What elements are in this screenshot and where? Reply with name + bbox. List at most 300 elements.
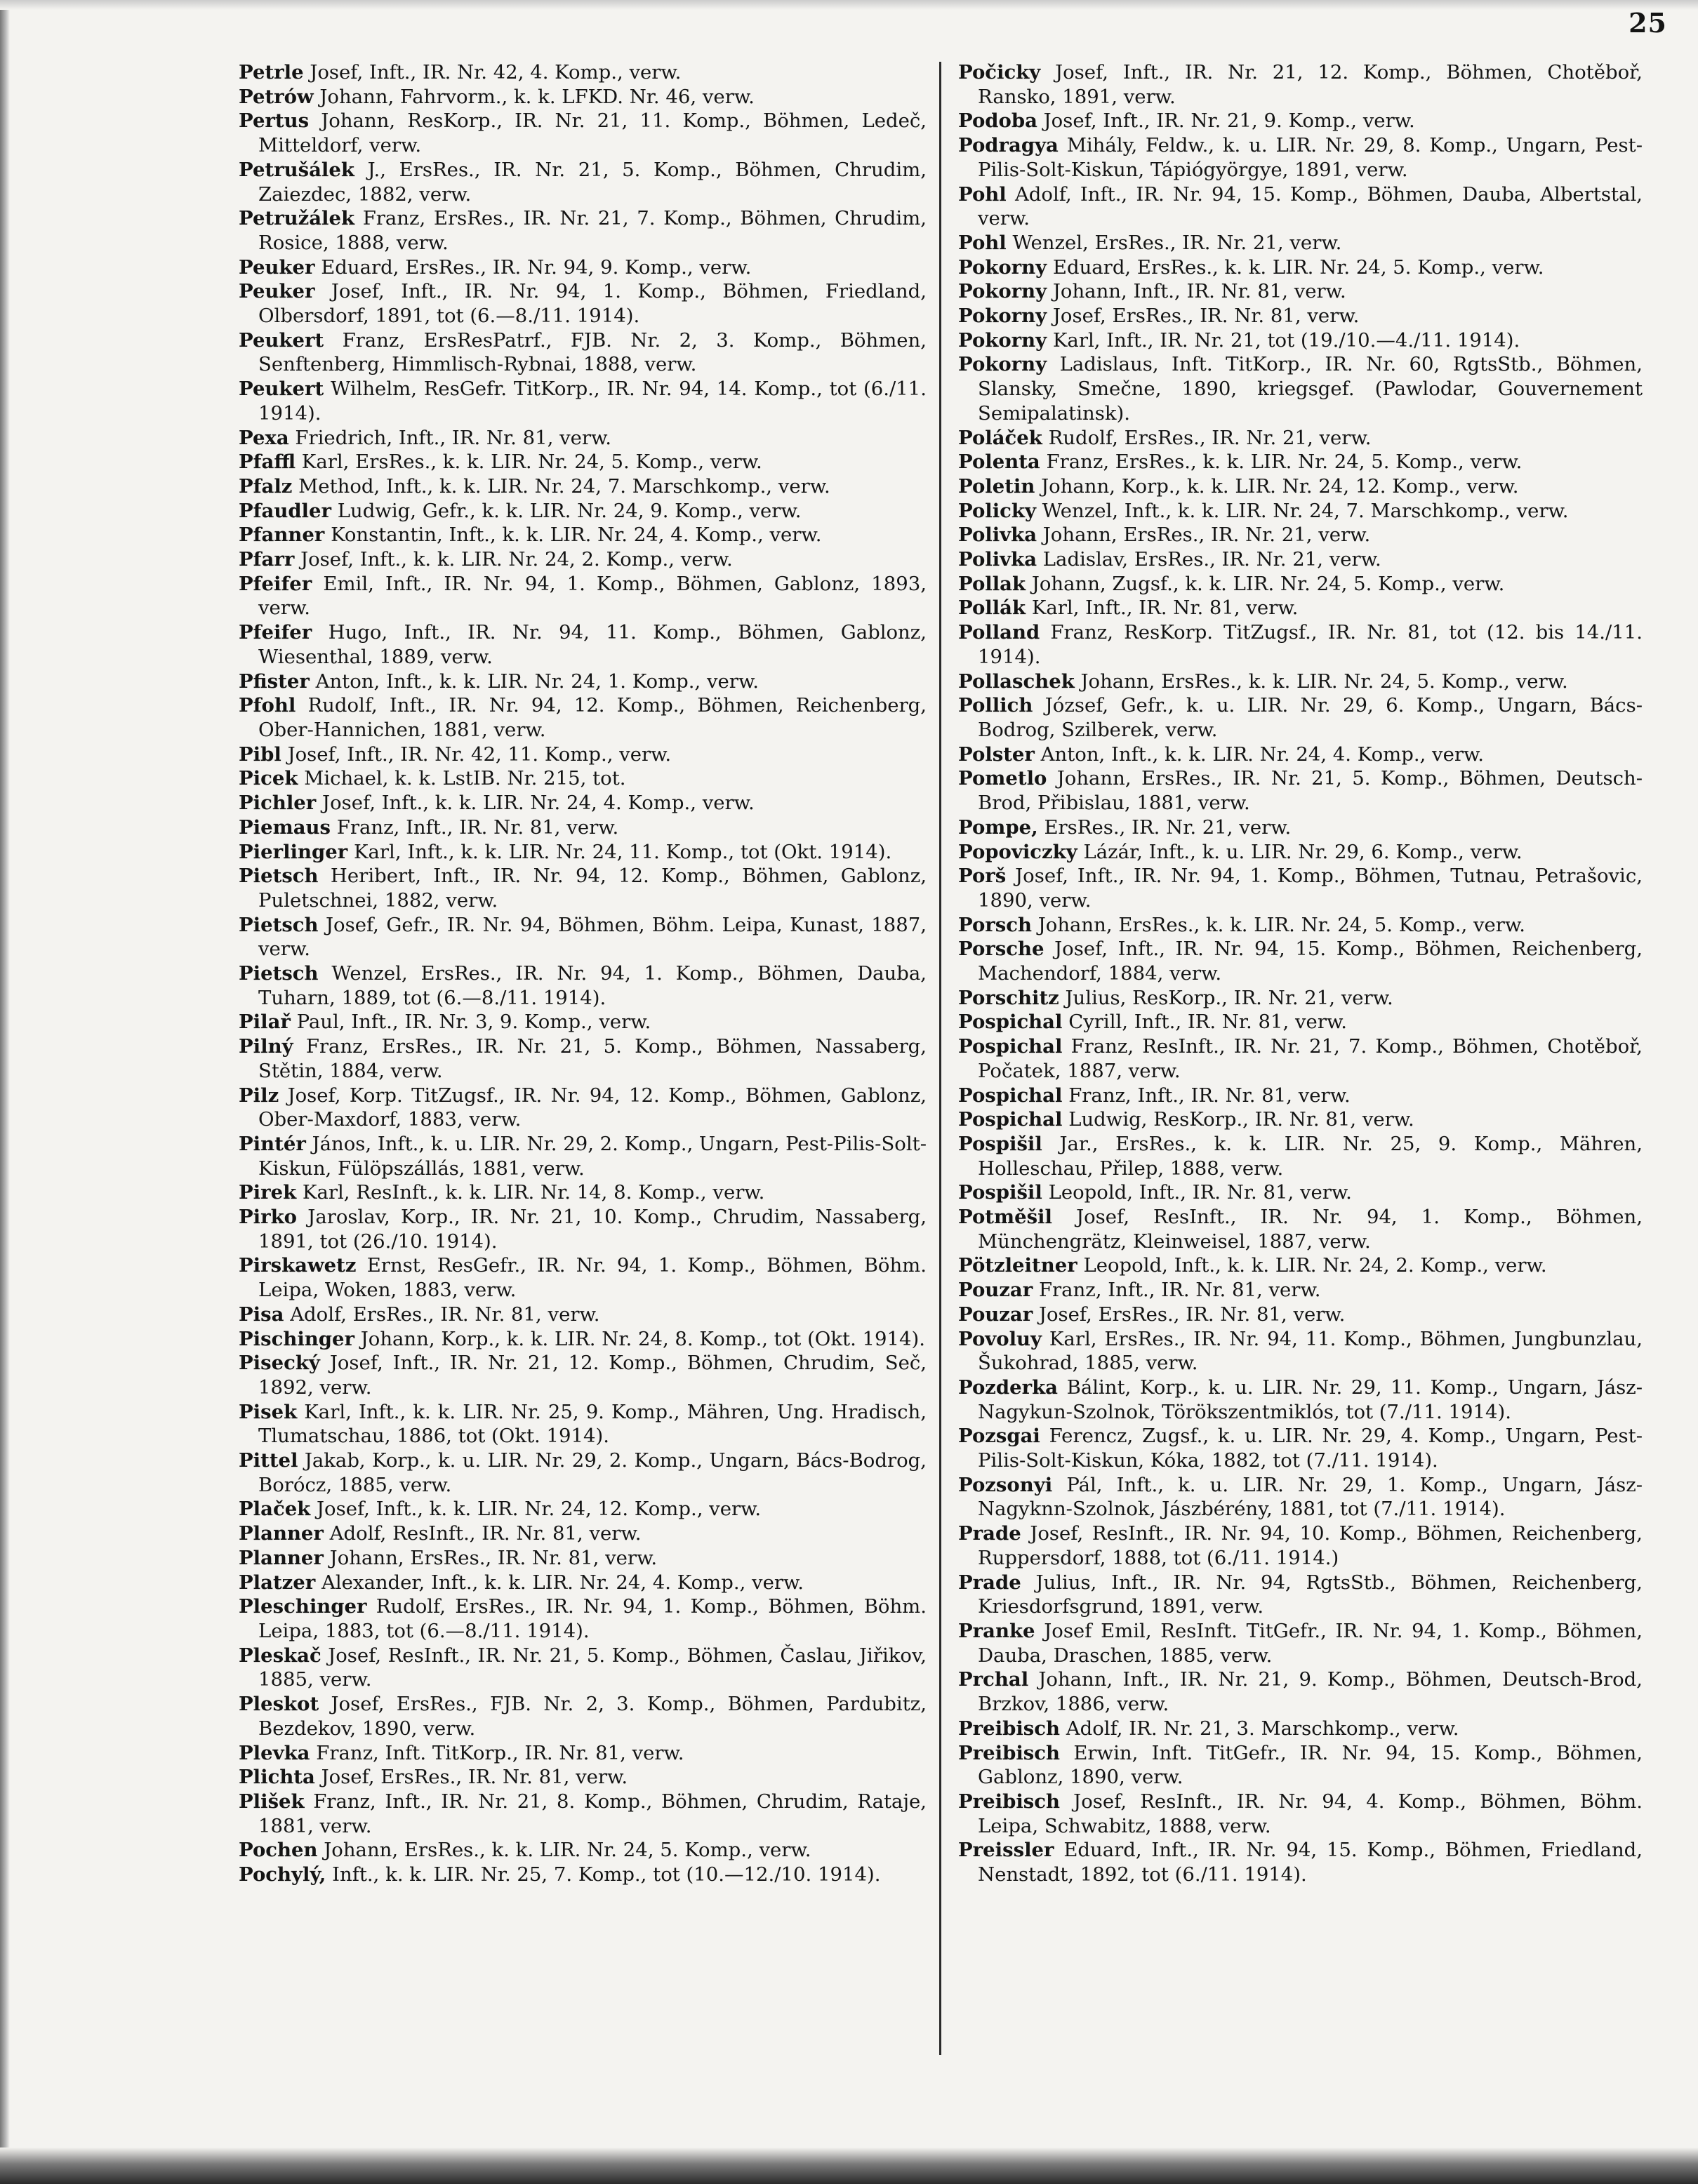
list-entry [239,60,927,85]
entry-details: Johann, Zugsf., k. k. LIR. Nr. 24, 5. Komp., verw. [1031,572,1505,595]
entry-surname: Pfister [239,670,310,693]
list-entry [958,279,1643,304]
page-number: 25 [1629,7,1667,39]
list-entry [958,1278,1643,1303]
entry-surname: Pranke [958,1620,1035,1642]
entry-details: Josef, ErsRes., IR. Nr. 81, verw. [1052,305,1360,328]
entry-surname: Petrle [239,61,304,84]
entry-details: Johann, ErsRes., k. k. LIR. Nr. 24, 5. Komp., verw. [1080,670,1568,693]
entry-details: Lázár, Inft., k. u. LIR. Nr. 29, 6. Komp., verw. [1083,840,1523,863]
entry-surname: Pollak [958,572,1026,595]
entry-surname: Pozsonyi [958,1473,1053,1496]
entry-surname: Pierlinger [239,840,348,863]
entry-details: Josef, Inft., IR. Nr. 21, 9. Komp., verw. [1043,109,1415,133]
entry-details: Josef, Inft., k. k. LIR. Nr. 24, 4. Komp., verw. [322,792,755,815]
list-entry [958,1253,1643,1278]
list-entry [239,426,927,451]
entry-details: Franz, ErsResPatrf., FJB. Nr. 2, 3. Komp., Böhmen, Senftenberg, Himmlisch-Rybnai, 1888, verw. [258,328,927,376]
entry-details: Franz, ErsRes., k. k. LIR. Nr. 24, 5. Komp., verw. [1046,451,1523,474]
entry-details: Wenzel, ErsRes., IR. Nr. 21, verw. [1012,231,1342,254]
entry-surname: Pirko [239,1206,298,1229]
list-entry [239,1546,927,1571]
entry-details: Johann, ErsRes., IR. Nr. 21, 5. Komp., Böhmen, Deutsch-Brod, Přibislau, 1881, verw. [978,767,1643,815]
list-entry [958,670,1643,694]
entry-details: Franz, Inft. TitKorp., IR. Nr. 81, verw. [316,1741,684,1764]
entry-surname: Policky [958,499,1036,522]
list-entry [958,1571,1643,1619]
entry-surname: Pouzar [958,1279,1033,1302]
entry-surname: Pleschinger [239,1595,367,1618]
list-entry [239,1522,927,1546]
list-entry [239,1400,927,1449]
list-entry [239,206,927,255]
column-divider [939,62,941,2055]
entry-surname: Prade [958,1571,1021,1594]
entry-details: Josef, Inft., IR. Nr. 94, 15. Komp., Böhmen, Reichenberg, Machendorf, 1884, verw. [978,938,1643,985]
list-entry [239,620,927,669]
entry-surname: Pohl [958,231,1007,254]
entry-details: Johann, Inft., IR. Nr. 21, 9. Komp., Böhmen, Deutsch-Brod, Brzkov, 1886, verw. [978,1668,1643,1716]
entry-surname: Pichler [239,792,317,815]
entry-surname: Prchal [958,1668,1029,1691]
list-entry [239,499,927,524]
entry-details: Adolf, ResInft., IR. Nr. 81, verw. [329,1522,642,1545]
entry-details: Rudolf, Inft., IR. Nr. 94, 12. Komp., Böhmen, Reichenberg, Ober-Hannichen, 1881, verw. [258,694,927,741]
list-entry [239,474,927,499]
entry-details: Mihály, Feldw., k. u. LIR. Nr. 29, 8. Komp., Ungarn, Pest-Pilis-Solt-Kiskun, Tápiógyörgye, 1891, verw. [978,134,1643,181]
entry-surname: Pexa [239,426,289,449]
list-entry [958,864,1643,912]
entry-details: Bálint, Korp., k. u. LIR. Nr. 29, 11. Komp., Ungarn, Jász-Nagykun-Szolnok, Törökszentmiklós, tot (7./11. 1914). [978,1376,1643,1423]
list-entry [239,913,927,961]
list-entry [958,60,1643,109]
list-entry [958,937,1643,985]
entry-surname: Podragya [958,134,1059,157]
list-entry [958,766,1643,815]
list-entry [239,1790,927,1838]
list-entry [239,1205,927,1253]
list-entry [958,304,1643,328]
entry-details: Josef, ResInft., IR. Nr. 94, 1. Komp., Böhmen, Münchengrätz, Kleinweisel, 1887, verw. [978,1206,1643,1253]
list-entry [239,1449,927,1497]
entry-surname: Povoluy [958,1327,1042,1350]
list-entry [958,547,1643,572]
entry-details: Josef, Inft., k. k. LIR. Nr. 24, 2. Komp., verw. [300,548,733,571]
entry-details: Eduard, ErsRes., k. k. LIR. Nr. 24, 5. Komp., verw. [1052,255,1544,279]
entry-surname: Pollich [958,694,1033,717]
entry-surname: Peuker [239,255,315,279]
entry-details: Pál, Inft., k. u. LIR. Nr. 29, 1. Komp., Ungarn, Jász-Nagyknn-Szolnok, Jászbérény, 1881, tot (7./11. 1914). [978,1473,1643,1521]
list-entry [958,426,1643,451]
entry-surname: Pollák [958,597,1026,620]
entry-surname: Pokorny [958,255,1047,279]
entry-details: Konstantin, Inft., k. k. LIR. Nr. 24, 4. Komp., verw. [331,524,822,547]
entry-details: Johann, Korp., k. k. LIR. Nr. 24, 8. Komp., tot (Okt. 1914). [360,1327,926,1350]
entry-surname: Planner [239,1546,324,1569]
entry-surname: Peukert [239,328,324,352]
entry-details: Karl, Inft., k. k. LIR. Nr. 25, 9. Komp., Mähren, Ung. Hradisch, Tlumatschau, 1886, tot (Okt. 1914). [258,1400,927,1448]
list-entry [239,158,927,206]
entry-details: Josef, Gefr., IR. Nr. 94, Böhmen, Böhm. Leipa, Kunast, 1887, verw. [258,913,927,961]
list-entry [239,1863,927,1887]
list-entry [239,1497,927,1522]
entry-surname: Pospichal [958,1084,1063,1107]
entry-details: Jar., ErsRes., k. k. LIR. Nr. 25, 9. Komp., Mähren, Holleschau, Přilep, 1888, verw. [978,1132,1643,1180]
entry-surname: Piemaus [239,815,331,839]
entry-surname: Pokorny [958,305,1047,328]
list-entry [958,1741,1643,1790]
list-entry [958,328,1643,353]
entry-details: Josef, ErsRes., IR. Nr. 81, verw. [321,1766,628,1789]
list-entry [958,523,1643,547]
entry-details: Erwin, Inft. TitGefr., IR. Nr. 94, 15. Komp., Böhmen, Gablonz, 1890, verw. [978,1741,1643,1789]
list-entry [958,352,1643,425]
list-entry [958,231,1643,255]
list-entry [239,840,927,865]
list-entry [958,182,1643,231]
list-entry [958,986,1643,1011]
entry-details: Paul, Inft., IR. Nr. 3, 9. Komp., verw. [296,1011,651,1034]
entry-details: Josef, ResInft., IR. Nr. 21, 5. Komp., Böhmen, Časlau, Jiřikov, 1885, verw. [258,1644,927,1691]
list-entry [239,1838,927,1863]
entry-surname: Pilz [239,1084,279,1107]
entry-details: J., ErsRes., IR. Nr. 21, 5. Komp., Böhmen, Chrudim, Zaiezdec, 1882, verw. [258,158,927,206]
list-entry [239,1692,927,1740]
entry-surname: Pokorny [958,280,1047,303]
list-entry [239,1765,927,1790]
list-entry [239,791,927,815]
entry-surname: Plaček [239,1498,311,1521]
entry-surname: Pometlo [958,767,1047,790]
entry-details: Josef, Inft., k. k. LIR. Nr. 24, 12. Komp., verw. [317,1498,762,1521]
entry-details: Karl, Inft., IR. Nr. 21, tot (19./10.—4./11. 1914). [1052,328,1520,352]
entry-surname: Preibisch [958,1790,1061,1813]
entry-details: Franz, ErsRes., IR. Nr. 21, 7. Komp., Böhmen, Chrudim, Rosice, 1888, verw. [258,207,927,254]
list-entry [239,1571,927,1595]
entry-surname: Pochen [239,1839,318,1862]
entry-surname: Preibisch [958,1741,1061,1764]
entry-surname: Plichta [239,1766,315,1789]
list-entry [958,1205,1643,1253]
entry-surname: Pisa [239,1303,284,1326]
entry-details: Cyrill, Inft., IR. Nr. 81, verw. [1068,1011,1347,1034]
entry-surname: Pischinger [239,1327,354,1350]
list-entry [958,1667,1643,1716]
entry-surname: Pötzleitner [958,1254,1077,1277]
list-entry [239,1351,927,1399]
entry-details: Eduard, ErsRes., IR. Nr. 94, 9. Komp., verw. [321,255,752,279]
entry-surname: Porš [958,865,1007,888]
entry-details: Josef, Inft., IR. Nr. 94, 1. Komp., Böhmen, Tutnau, Petrašovic, 1890, verw. [978,865,1643,912]
list-entry [958,596,1643,620]
list-entry [958,133,1643,182]
list-entry [958,1107,1643,1132]
list-entry [239,864,927,912]
entry-details: Ludwig, Gefr., k. k. LIR. Nr. 24, 9. Komp., verw. [337,499,802,522]
list-entry [958,1132,1643,1180]
list-entry [239,1741,927,1766]
entry-details: Leopold, Inft., k. k. LIR. Nr. 24, 2. Komp., verw. [1083,1254,1547,1277]
list-entry [239,766,927,791]
entry-surname: Pokorny [958,353,1047,376]
entry-surname: Peukert [239,378,324,401]
list-entry [958,620,1643,669]
entry-details: Josef, ResInft., IR. Nr. 94, 10. Komp., Böhmen, Reichenberg, Ruppersdorf, 1888, tot (6./11. 1914.) [978,1522,1643,1569]
list-entry [958,1180,1643,1205]
entry-surname: Pietsch [239,865,319,888]
scan-edge-bottom [0,2148,1698,2184]
entry-surname: Polivka [958,548,1037,571]
entry-surname: Pilný [239,1035,293,1058]
entry-surname: Počicky [958,61,1041,84]
entry-surname: Pietsch [239,962,319,985]
entry-details: Anton, Inft., k. k. LIR. Nr. 24, 4. Komp., verw. [1040,743,1485,766]
entry-surname: Prade [958,1522,1021,1545]
entry-surname: Potměšil [958,1206,1052,1229]
list-entry [239,693,927,742]
entry-surname: Picek [239,767,298,790]
entry-details: Josef, ErsRes., IR. Nr. 81, verw. [1038,1303,1346,1326]
entry-surname: Pilař [239,1011,291,1034]
entry-surname: Petružálek [239,207,355,230]
entry-surname: Pirskawetz [239,1254,357,1277]
left-column [239,60,927,1887]
entry-details: Friedrich, Inft., IR. Nr. 81, verw. [295,426,612,449]
right-column [958,60,1643,1887]
entry-details: Julius, Inft., IR. Nr. 94, RgtsStb., Böhmen, Reichenberg, Kriesdorfsgrund, 1891, verw. [978,1571,1643,1618]
entry-surname: Pohl [958,182,1007,206]
list-entry [958,1376,1643,1424]
entry-details: Wenzel, ErsRes., IR. Nr. 94, 1. Komp., Böhmen, Dauba, Tuharn, 1889, tot (6.—8./11. 1914). [258,962,927,1009]
entry-surname: Poletin [958,474,1035,498]
list-entry [958,1010,1643,1034]
list-entry [958,1424,1643,1472]
entry-details: Franz, Inft., IR. Nr. 81, verw. [1068,1084,1351,1107]
entry-details: Ernst, ResGefr., IR. Nr. 94, 1. Komp., Böhmen, Böhm. Leipa, Woken, 1883, verw. [258,1254,927,1302]
entry-details: Johann, ErsRes., k. k. LIR. Nr. 24, 5. Komp., verw. [324,1839,811,1862]
entry-details: Karl, ErsRes., IR. Nr. 94, 11. Komp., Böhmen, Jungbunzlau, Šukohrad, 1885, verw. [978,1327,1643,1375]
scan-edge-left [0,0,10,2184]
list-entry [239,1303,927,1327]
entry-details: Franz, ResKorp. TitZugsf., IR. Nr. 81, tot (12. bis 14./11. 1914). [978,621,1643,668]
entry-details: Wenzel, Inft., k. k. LIR. Nr. 24, 7. Marschkomp., verw. [1042,499,1569,522]
entry-surname: Pisek [239,1400,298,1423]
entry-surname: Pospišil [958,1181,1042,1204]
entry-surname: Plevka [239,1741,310,1764]
entry-surname: Pospichal [958,1035,1063,1058]
list-entry [958,1790,1643,1838]
entry-surname: Podoba [958,109,1037,133]
entry-details: Josef, Inft., IR. Nr. 94, 1. Komp., Böhmen, Friedland, Olbersdorf, 1891, tot (6.—8./11. 1914). [258,280,927,328]
entry-details: Ladislaus, Inft. TitKorp., IR. Nr. 60, RgtsStb., Böhmen, Slansky, Smečne, 1890, kriegsgef. (Pawlodar, Gouvernement Semipalatinsk). [978,353,1643,425]
entry-details: Karl, Inft., k. k. LIR. Nr. 24, 11. Komp., tot (Okt. 1914). [353,840,892,863]
entry-surname: Pozderka [958,1376,1058,1399]
entry-details: Franz, ErsRes., IR. Nr. 21, 5. Komp., Böhmen, Nassaberg, Stětin, 1884, verw. [258,1035,927,1082]
list-entry [958,1084,1643,1108]
list-entry [239,1644,927,1692]
list-entry [958,109,1643,133]
list-entry [239,547,927,572]
entry-surname: Pfaffl [239,451,296,474]
entry-details: Leopold, Inft., IR. Nr. 81, verw. [1048,1181,1352,1204]
entry-details: Anton, Inft., k. k. LIR. Nr. 24, 1. Komp., verw. [315,670,759,693]
entry-surname: Pisecký [239,1352,320,1375]
list-entry [239,109,927,157]
entry-surname: Pfeifer [239,621,312,644]
list-entry [239,450,927,474]
entry-details: Karl, ErsRes., k. k. LIR. Nr. 24, 5. Komp., verw. [301,451,762,474]
entry-details: Johann, ErsRes., k. k. LIR. Nr. 24, 5. Komp., verw. [1037,913,1525,936]
entry-details: Adolf, Inft., IR. Nr. 94, 15. Komp., Böhmen, Dauba, Albertstal, verw. [978,182,1643,230]
entry-surname: Porschitz [958,986,1059,1009]
entry-surname: Pintér [239,1132,306,1155]
list-entry [239,572,927,620]
entry-details: József, Gefr., k. u. LIR. Nr. 29, 6. Komp., Ungarn, Bács-Bodrog, Szilberek, verw. [978,694,1643,741]
entry-details: Wilhelm, ResGefr. TitKorp., IR. Nr. 94, 14. Komp., tot (6./11. 1914). [258,378,927,425]
entry-surname: Peuker [239,280,315,303]
list-entry [239,1253,927,1302]
entry-details: Josef, Inft., IR. Nr. 21, 12. Komp., Böhmen, Chotěboř, Ransko, 1891, verw. [978,61,1643,108]
entry-details: Jakab, Korp., k. u. LIR. Nr. 29, 2. Komp., Ungarn, Bács-Bodrog, Borócz, 1885, verw. [258,1449,927,1496]
entry-details: Ferencz, Zugsf., k. u. LIR. Nr. 29, 4. Komp., Ungarn, Pest-Pilis-Solt-Kiskun, Kóka, 1882, tot (7./11. 1914). [978,1425,1643,1472]
list-entry [239,1010,927,1034]
entry-details: Adolf, ErsRes., IR. Nr. 81, verw. [290,1303,600,1326]
entry-details: János, Inft., k. u. LIR. Nr. 29, 2. Komp., Ungarn, Pest-Pilis-Solt-Kiskun, Fülöpszállás, 1881, verw. [258,1132,927,1180]
list-entry [958,693,1643,742]
entry-details: Jaroslav, Korp., IR. Nr. 21, 10. Komp., Chrudim, Nassaberg, 1891, tot (26./10. 1914). [258,1206,927,1253]
entry-details: Adolf, IR. Nr. 21, 3. Marschkomp., verw. [1066,1717,1459,1740]
entry-surname: Popoviczky [958,840,1077,863]
entry-surname: Pietsch [239,913,319,936]
list-entry [958,840,1643,865]
list-entry [239,1084,927,1132]
list-entry [239,1034,927,1083]
list-entry [239,815,927,840]
entry-details: Josef Emil, ResInft. TitGefr., IR. Nr. 94, 1. Komp., Böhmen, Dauba, Draschen, 1885, verw. [978,1620,1643,1667]
entry-surname: Pochylý, [239,1863,326,1886]
list-entry [958,474,1643,499]
list-entry [239,1327,927,1352]
scan-edge-top [0,0,1698,10]
entry-details: Josef, Korp. TitZugsf., IR. Nr. 94, 12. Komp., Böhmen, Gablonz, Ober-Maxdorf, 1883, verw. [258,1084,927,1131]
entry-surname: Pittel [239,1449,298,1472]
entry-details: Alexander, Inft., k. k. LIR. Nr. 24, 4. Komp., verw. [321,1571,804,1594]
list-entry [958,1717,1643,1741]
list-entry [239,670,927,694]
entry-details: Josef, ResInft., IR. Nr. 94, 4. Komp., Böhmen, Böhm. Leipa, Schwabitz, 1888, verw. [978,1790,1643,1837]
list-entry [239,1132,927,1180]
entry-details: ErsRes., IR. Nr. 21, verw. [1044,815,1292,839]
list-entry [239,961,927,1010]
entry-details: Michael, k. k. LstIB. Nr. 215, tot. [304,767,626,790]
entry-details: Emil, Inft., IR. Nr. 94, 1. Komp., Böhmen, Gablonz, 1893, verw. [258,572,927,620]
entry-surname: Pfarr [239,548,295,571]
entry-surname: Planner [239,1522,324,1545]
entry-details: Franz, Inft., IR. Nr. 81, verw. [1038,1279,1321,1302]
entry-details: Julius, ResKorp., IR. Nr. 21, verw. [1065,986,1393,1009]
list-entry [239,279,927,328]
entry-details: Johann, Korp., k. k. LIR. Nr. 24, 12. Komp., verw. [1041,474,1519,498]
entry-surname: Pibl [239,743,281,766]
entry-surname: Pospichal [958,1108,1063,1131]
entry-surname: Pfeifer [239,572,312,595]
entry-details: Franz, Inft., IR. Nr. 21, 8. Komp., Böhmen, Chrudim, Rataje, 1881, verw. [258,1790,927,1837]
list-entry [958,255,1643,280]
entry-surname: Pleskač [239,1644,321,1667]
entry-details: Hugo, Inft., IR. Nr. 94, 11. Komp., Böhmen, Gablonz, Wiesenthal, 1889, verw. [258,621,927,668]
entry-surname: Polster [958,743,1035,766]
list-entry [958,1619,1643,1667]
list-entry [958,743,1643,767]
entry-surname: Porsch [958,913,1032,936]
list-entry [239,743,927,767]
entry-surname: Pfaudler [239,499,331,522]
entry-surname: Porsche [958,938,1044,961]
list-entry [239,85,927,109]
list-entry [958,1522,1643,1570]
entry-surname: Pozsgai [958,1425,1040,1448]
entry-details: Rudolf, ErsRes., IR. Nr. 94, 1. Komp., Böhmen, Böhm. Leipa, 1883, tot (6.—8./11. 1914). [258,1595,927,1642]
entry-details: Josef, Inft., IR. Nr. 42, 4. Komp., verw. [310,61,682,84]
entry-details: Johann, Inft., IR. Nr. 81, verw. [1052,280,1346,303]
entry-surname: Pirek [239,1181,297,1204]
list-entry [958,1327,1643,1376]
entry-surname: Pfalz [239,474,293,498]
entry-surname: Petrušálek [239,158,354,181]
entry-surname: Pollaschek [958,670,1075,693]
entry-details: Johann, ErsRes., IR. Nr. 21, verw. [1042,524,1371,547]
entry-surname: Pospichal [958,1011,1063,1034]
list-entry [958,450,1643,474]
list-entry [958,1473,1643,1522]
list-entry [239,1594,927,1643]
entry-details: Eduard, Inft., IR. Nr. 94, 15. Komp., Böhmen, Friedland, Nenstadt, 1892, tot (6./11. 1914). [978,1839,1643,1886]
list-entry [239,255,927,280]
entry-details: Josef, Inft., IR. Nr. 21, 12. Komp., Böhmen, Chrudim, Seč, 1892, verw. [258,1352,927,1399]
entry-details: Johann, ResKorp., IR. Nr. 21, 11. Komp., Böhmen, Ledeč, Mitteldorf, verw. [258,109,927,157]
entry-surname: Pouzar [958,1303,1033,1326]
list-entry [958,815,1643,840]
entry-details: Ludwig, ResKorp., IR. Nr. 81, verw. [1068,1108,1414,1131]
entry-details: Inft., k. k. LIR. Nr. 25, 7. Komp., tot (10.—12./10. 1914). [332,1863,881,1886]
entry-details: Johann, Fahrvorm., k. k. LFKD. Nr. 46, verw. [319,85,755,108]
entry-surname: Preibisch [958,1717,1061,1740]
entry-details: Franz, ResInft., IR. Nr. 21, 7. Komp., Böhmen, Chotěboř, Počatek, 1887, verw. [978,1035,1643,1082]
entry-surname: Preissler [958,1839,1054,1862]
entry-details: Ladislav, ErsRes., IR. Nr. 21, verw. [1042,548,1381,571]
entry-details: Heribert, Inft., IR. Nr. 94, 12. Komp., Böhmen, Gablonz, Puletschnei, 1882, verw. [258,865,927,912]
entry-surname: Pfanner [239,524,325,547]
list-entry [958,572,1643,597]
list-entry [958,1838,1643,1886]
entry-surname: Plišek [239,1790,305,1813]
entry-surname: Petrów [239,85,314,108]
list-entry [239,523,927,547]
entry-surname: Platzer [239,1571,316,1594]
entry-surname: Polland [958,621,1040,644]
list-entry [958,1303,1643,1327]
list-entry [239,328,927,377]
list-entry [239,1180,927,1205]
entry-details: Josef, Inft., IR. Nr. 42, 11. Komp., verw. [287,743,672,766]
list-entry [239,377,927,425]
entry-surname: Polivka [958,524,1037,547]
entry-surname: Pfohl [239,694,296,717]
entry-details: Johann, ErsRes., IR. Nr. 81, verw. [329,1546,658,1569]
entry-surname: Pospišil [958,1132,1042,1155]
entry-details: Josef, ErsRes., FJB. Nr. 2, 3. Komp., Böhmen, Pardubitz, Bezdekov, 1890, verw. [258,1693,927,1740]
entry-surname: Pertus [239,109,310,133]
